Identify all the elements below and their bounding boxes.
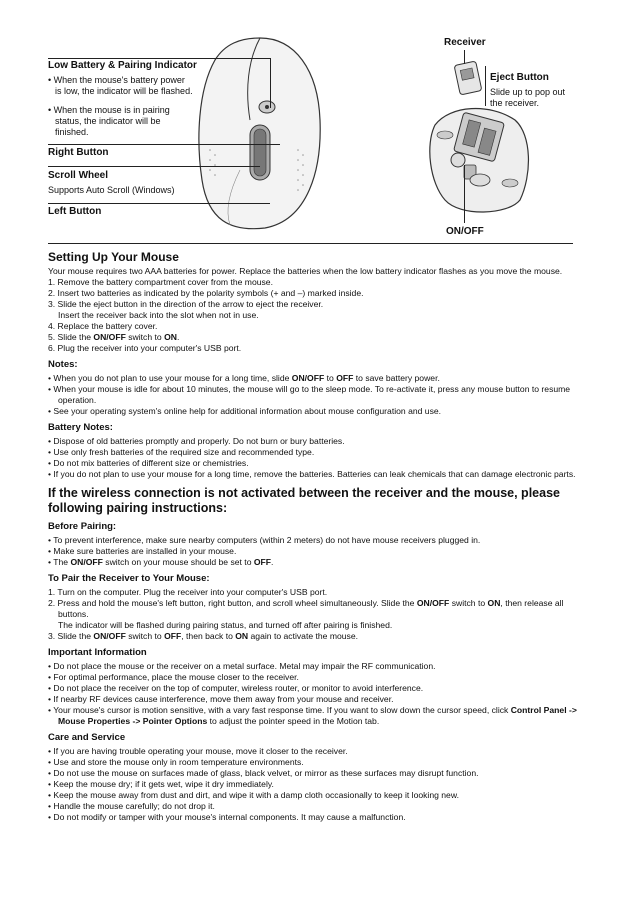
low-battery-bullet-2-line1: • When the mouse is in pairing [48, 105, 170, 115]
notes-item-2: • When your mouse is idle for about 10 minutes, the mouse will go to the sleep mode. To re-activate it, press any mouse button to resume operation. [48, 384, 571, 405]
notes-title: Notes: [48, 359, 78, 370]
important-item-1: • Do not place the mouse or the receiver on a metal surface. Metal may impair the RF communication. [48, 661, 436, 671]
care-item-6: • Handle the mouse carefully; do not drop it. [48, 801, 215, 811]
leader-line-indicator-vertical [270, 58, 271, 108]
instructions-body [48, 250, 578, 823]
to-pair-step-2-e: , then release all buttons. [58, 598, 564, 619]
eject-button-sub1: Slide up to pop out [490, 87, 566, 97]
to-pair-step-2 [48, 598, 578, 620]
before-pairing-title: Before Pairing: [48, 521, 117, 532]
receiver-label: Receiver [444, 37, 486, 48]
to-pair-step-2-d: ON [487, 598, 501, 608]
leader-line-indicator [48, 58, 270, 59]
leader-line-scroll-wheel [48, 166, 260, 167]
setup-step-3: 3. Slide the eject button in the direction of the arrow to eject the receiver. [48, 299, 324, 309]
to-pair-step-3-a: 3. Slide the [48, 631, 94, 641]
low-battery-bullet-2 [48, 105, 170, 138]
eject-button-label: Eject Button [490, 72, 549, 83]
care-item-4: • Keep the mouse dry; if it gets wet, wipe it dry immediately. [48, 779, 274, 789]
to-pair-step-3-d: OFF [164, 631, 182, 641]
before-pairing-item-3-a: • The [48, 557, 71, 567]
mouse-top-view-illustration [190, 30, 330, 235]
important-item-4: • If nearby RF devices cause interference, move them away from your mouse and receiver. [48, 694, 394, 704]
care-item-5: • Keep the mouse away from dust and dirt, and wipe it with a damp cloth occasionally to keep it looking new. [48, 790, 459, 800]
low-battery-bullet-1 [48, 75, 193, 97]
before-pairing-item-2: • Make sure batteries are installed in your mouse. [48, 546, 237, 556]
care-title: Care and Service [48, 732, 126, 743]
battery-item-3: • Do not mix batteries of different size or chemistries. [48, 458, 249, 468]
setup-step-1: 1. Remove the battery compartment cover from the mouse. [48, 277, 273, 287]
setup-step-3b: Insert the receiver back into the slot when not in use. [58, 310, 259, 320]
battery-item-2: • Use only fresh batteries of the required size and recommended type. [48, 447, 315, 457]
to-pair-step-3-f: ON [235, 631, 249, 641]
eject-button-sub2: the receiver. [490, 98, 540, 108]
left-button-label: Left Button [48, 206, 102, 217]
low-battery-indicator-label: Low Battery & Pairing Indicator [48, 60, 197, 71]
notes-item-1-b: ON/OFF [291, 373, 325, 383]
before-pairing-item-3-c: switch on your mouse should be set to [102, 557, 254, 567]
important-item-5-a: • Your mouse's cursor is motion sensitive, with a vary fast response time. If you want to slow down the cursor speed, click [48, 705, 511, 715]
leader-line-on-off [464, 165, 465, 223]
before-pairing-item-1: • To prevent interference, make sure nearby computers (within 2 meters) do not have mouse receivers plugged in. [48, 535, 481, 545]
before-pairing-item-3-e: . [271, 557, 274, 567]
important-item-5 [48, 705, 578, 727]
pairing-headline: If the wireless connection is not activated between the receiver and the mouse, please following pairing instructions: [48, 486, 560, 515]
setup-step-5 [48, 332, 578, 343]
low-battery-bullet-2-line3: finished. [55, 127, 89, 137]
low-battery-bullet-2-line2: status, the indicator will be [55, 116, 161, 126]
to-pair-step-2-b: ON/OFF [416, 598, 450, 608]
leader-line-receiver [464, 50, 465, 64]
to-pair-step-2-c: switch to [449, 598, 488, 608]
setup-step-5-c: switch to [125, 332, 165, 342]
scroll-wheel-subtext: Supports Auto Scroll (Windows) [48, 185, 175, 195]
notes-item-1-d: OFF [336, 373, 354, 383]
important-title: Important Information [48, 647, 147, 658]
setup-step-5-b: ON/OFF [93, 332, 126, 342]
on-off-label: ON/OFF [446, 226, 484, 237]
important-item-2: • For optimal performance, place the mouse closer to the receiver. [48, 672, 299, 682]
leader-line-right-button [48, 144, 280, 145]
right-button-label: Right Button [48, 147, 109, 158]
scroll-wheel-label: Scroll Wheel [48, 170, 109, 181]
setup-step-5-a: 5. Slide the [48, 332, 94, 342]
setup-intro: Your mouse requires two AAA batteries for power. Replace the batteries when the low battery indicator flashes as you move the mouse. [48, 266, 563, 276]
battery-item-4: • If you do not plan to use your mouse for a long time, remove the batteries. Batteries can leak chemicals that can damage electronic parts. [48, 469, 576, 479]
setup-title: Setting Up Your Mouse [48, 250, 179, 264]
before-pairing-item-3-b: ON/OFF [70, 557, 103, 567]
care-item-3: • Do not use the mouse on surfaces made of glass, black velvet, or mirror as these surfaces may disrupt function. [48, 768, 479, 778]
notes-item-1-e: to save battery power. [353, 373, 440, 383]
important-item-5-b: Control Panel -> Mouse Properties -> Pointer Options [58, 705, 577, 726]
setup-step-4: 4. Replace the battery cover. [48, 321, 158, 331]
care-item-2: • Use and store the mouse only in room temperature environments. [48, 757, 304, 767]
leader-line-eject-vertical [485, 66, 486, 106]
before-pairing-item-3-d: OFF [253, 557, 272, 567]
notes-item-3: • See your operating system's online help for additional information about mouse configuration and use. [48, 406, 442, 416]
battery-notes-title: Battery Notes: [48, 422, 113, 433]
low-battery-bullet-1-line2: is low, the indicator will be flashed. [55, 86, 193, 96]
care-item-7: • Do not modify or tamper with your mouse's internal components. It may cause a malfunction. [48, 812, 406, 822]
to-pair-step-3-c: switch to [125, 631, 165, 641]
to-pair-step-3-g: again to activate the mouse. [248, 631, 359, 641]
setup-step-6: 6. Plug the receiver into your computer's USB port. [48, 343, 242, 353]
important-item-5-c: to adjust the pointer speed in the Motion tab. [207, 716, 380, 726]
to-pair-step-1: 1. Turn on the computer. Plug the receiver into your computer's USB port. [48, 587, 328, 597]
mouse-diagram [0, 0, 619, 240]
to-pair-step-3-b: ON/OFF [93, 631, 126, 641]
section-divider [48, 243, 573, 244]
to-pair-step-3-e: , then back to [181, 631, 236, 641]
notes-item-1-c: to [324, 373, 337, 383]
setup-step-2: 2. Insert two batteries as indicated by the polarity symbols (+ and –) marked inside. [48, 288, 364, 298]
to-pair-step-3 [48, 631, 578, 642]
to-pair-title: To Pair the Receiver to Your Mouse: [48, 573, 210, 584]
before-pairing-item-3 [48, 557, 578, 568]
notes-item-1 [48, 373, 578, 384]
setup-step-5-d: ON [164, 332, 177, 342]
battery-item-1: • Dispose of old batteries promptly and properly. Do not burn or bury batteries. [48, 436, 345, 446]
care-item-1: • If you are having trouble operating your mouse, move it closer to the receiver. [48, 746, 348, 756]
notes-item-1-a: • When you do not plan to use your mouse for a long time, slide [48, 373, 292, 383]
important-item-3: • Do not place the receiver on the top of computer, wireless router, or monitor to avoid interference. [48, 683, 424, 693]
low-battery-bullet-1-line1: • When the mouse's battery power [48, 75, 185, 85]
leader-line-left-button [48, 203, 270, 204]
to-pair-step-2-a: 2. Press and hold the mouse's left button, right button, and scroll wheel simultaneously. Slide the [48, 598, 417, 608]
setup-step-5-e: . [176, 332, 180, 342]
to-pair-step-2-note: The indicator will be flashed during pairing status, and turned off after pairing is finished. [58, 620, 393, 630]
